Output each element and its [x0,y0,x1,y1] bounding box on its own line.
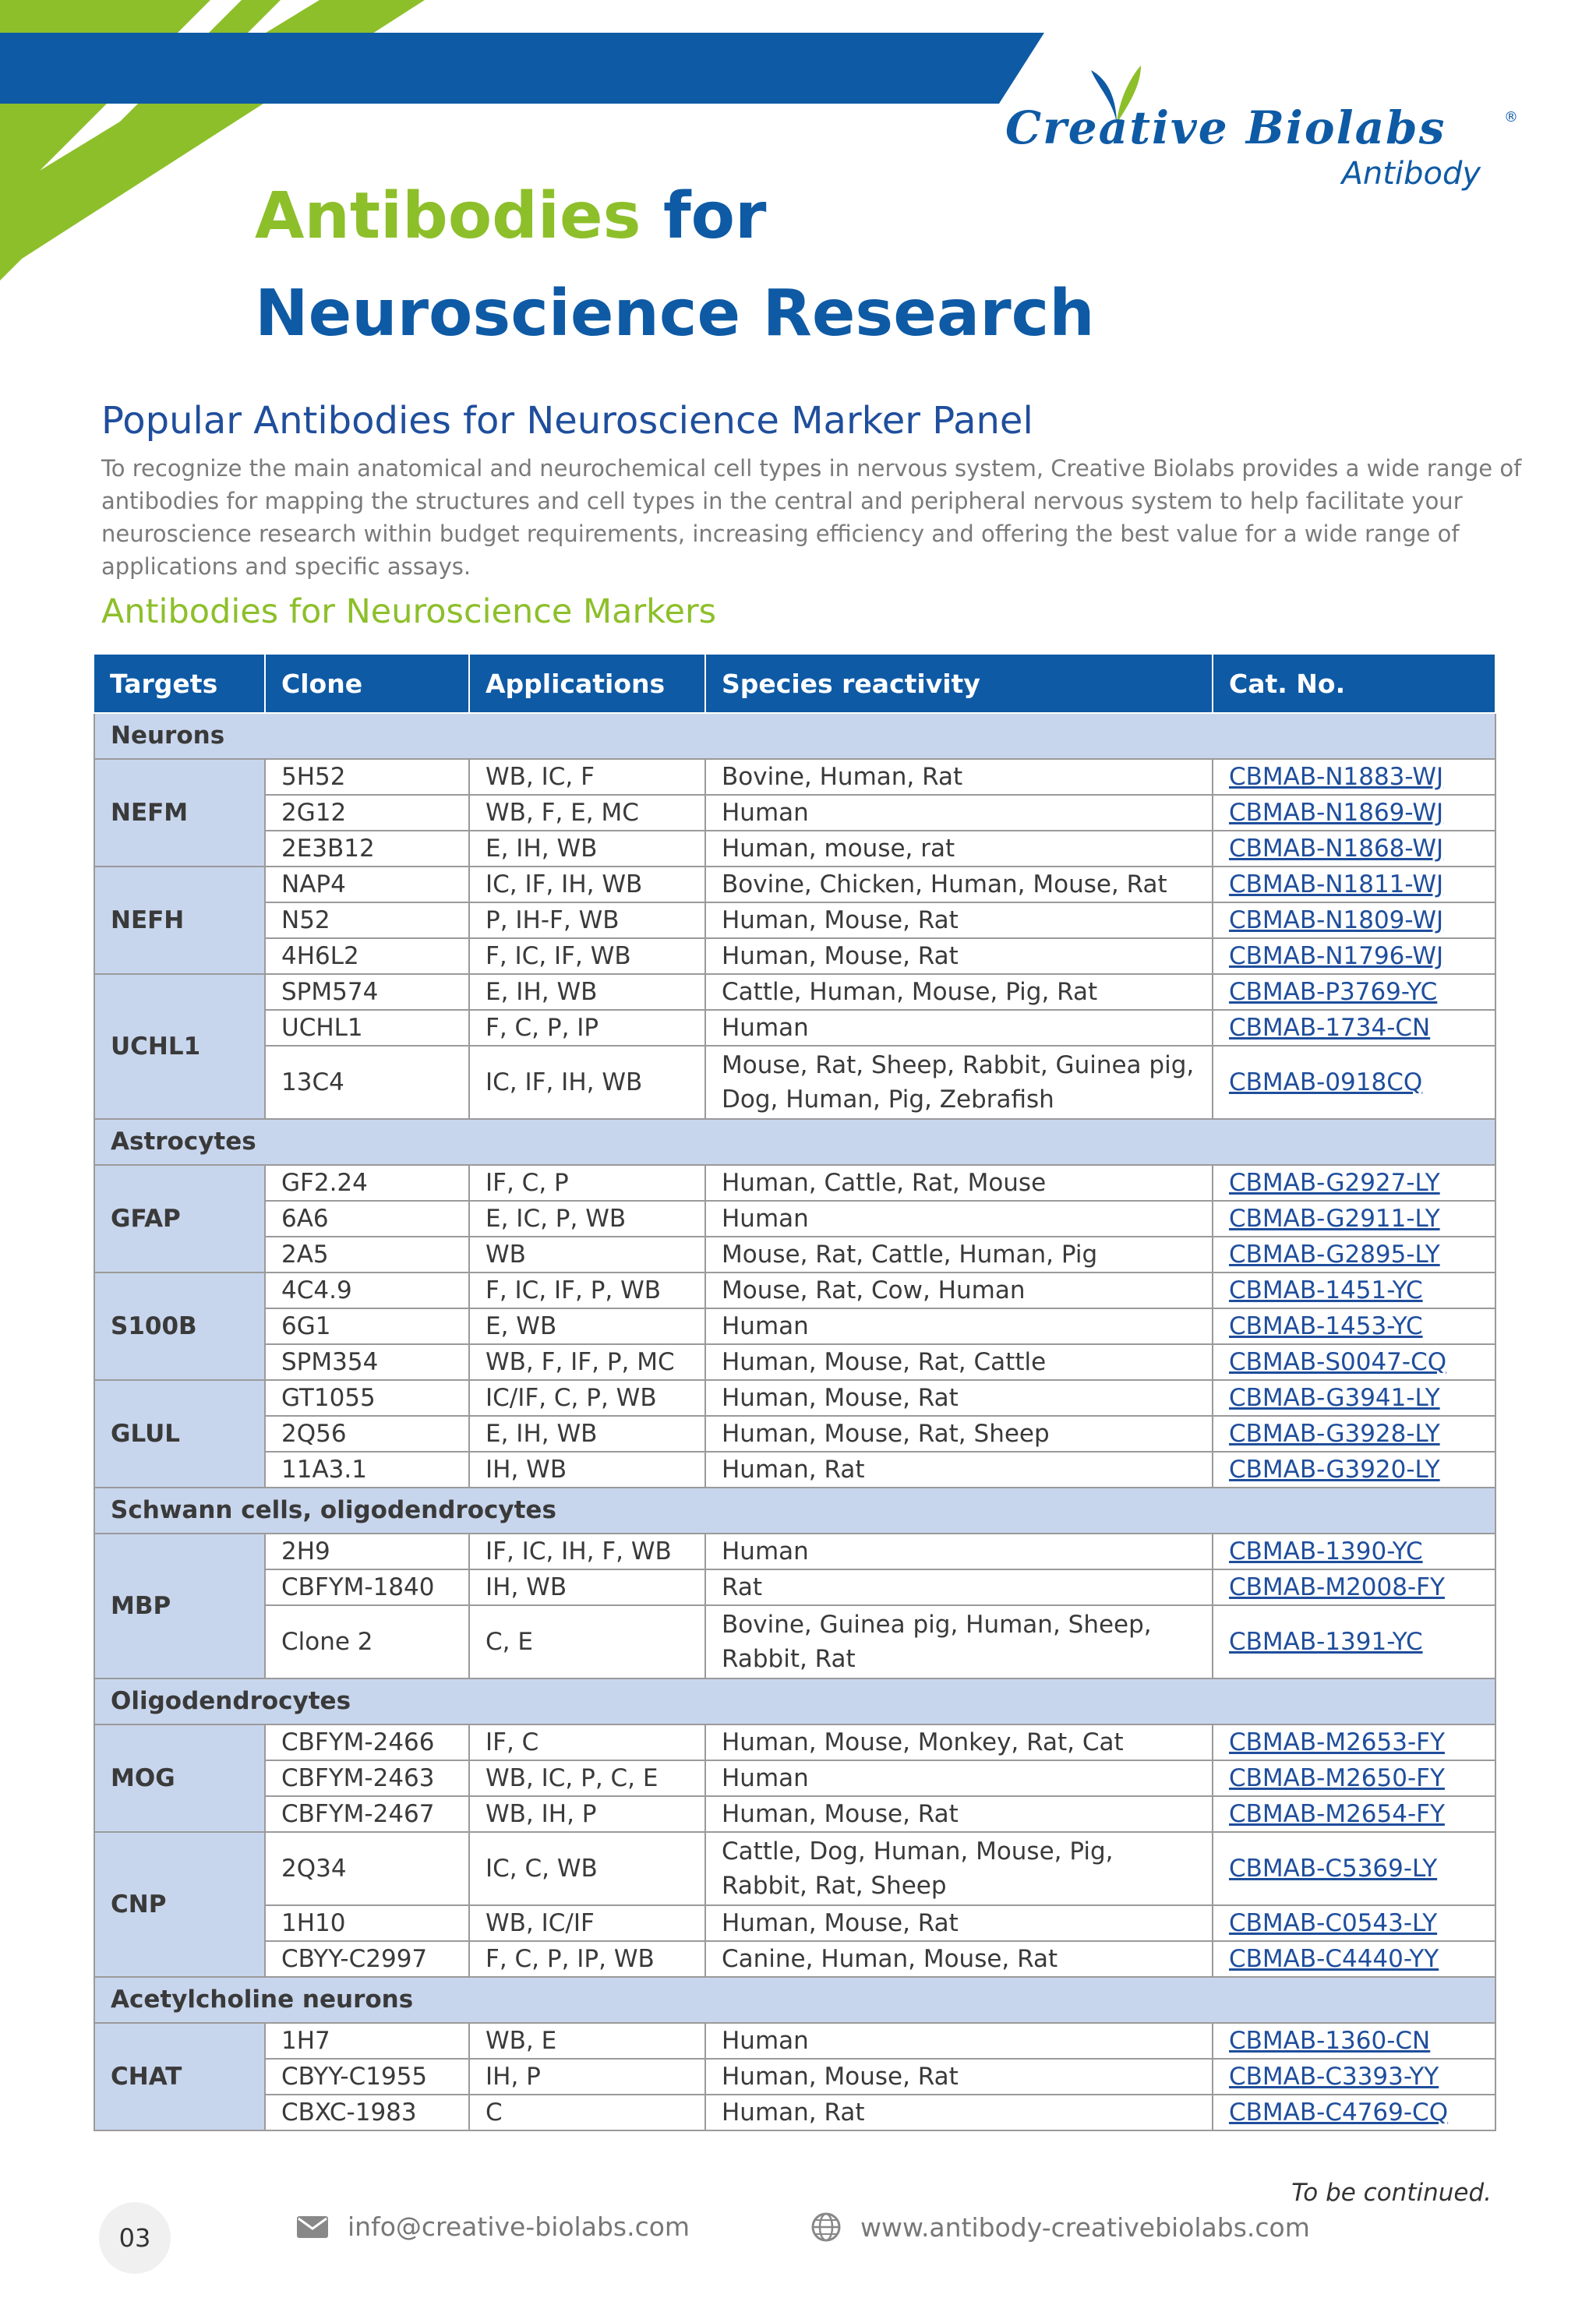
applications-cell: C, E [469,1605,705,1678]
table-row [94,831,1495,867]
species-cell: Human, Mouse, Rat, Cattle [705,1344,1213,1380]
catalog-cell [1213,1308,1495,1344]
clone-cell: CBFYM-2466 [265,1724,469,1760]
footer-website[interactable] [810,2211,1310,2243]
catalog-cell [1213,902,1495,938]
clone-cell: N52 [265,902,469,938]
brand-subtitle: Antibody [1341,156,1481,192]
catalog-link[interactable]: CBMAB-N1869-WJ [1229,799,1444,827]
applications-cell: WB, IH, P [469,1796,705,1832]
catalog-cell [1213,1344,1495,1380]
applications-cell: E, WB [469,1308,705,1344]
page-title [255,168,1095,362]
target-cell: S100B [94,1273,265,1380]
catalog-cell [1213,1905,1495,1941]
target-cell: NEFM [94,759,265,867]
brand-name: Creative Biolabs [1005,101,1446,154]
table-row [94,1165,1495,1201]
species-cell: Human, Mouse, Rat [705,902,1213,938]
species-cell: Mouse, Rat, Sheep, Rabbit, Guinea pig, Dog, Human, Pig, Zebrafish [705,1046,1213,1119]
applications-cell: IF, C, P [469,1165,705,1201]
catalog-link[interactable]: CBMAB-1390-YC [1229,1537,1423,1565]
species-cell: Mouse, Rat, Cattle, Human, Pig [705,1237,1213,1273]
species-cell: Cattle, Dog, Human, Mouse, Pig, Rabbit, Rat, Sheep [705,1832,1213,1905]
clone-cell: CBFYM-2467 [265,1796,469,1832]
catalog-cell [1213,2095,1495,2130]
catalog-cell [1213,1165,1495,1201]
column-header: Species reactivity [705,654,1213,713]
clone-cell: 5H52 [265,759,469,795]
catalog-link[interactable]: CBMAB-G3920-LY [1229,1456,1440,1484]
catalog-link[interactable]: CBMAB-G3928-LY [1229,1420,1440,1448]
clone-cell: UCHL1 [265,1010,469,1046]
clone-cell: Clone 2 [265,1605,469,1678]
table-row [94,1416,1495,1452]
catalog-cell [1213,938,1495,974]
applications-cell: E, IH, WB [469,974,705,1010]
applications-cell: WB [469,1237,705,1273]
group-row [94,1977,1495,2023]
continued-note: To be continued. [1291,2179,1492,2207]
species-cell: Human, mouse, rat [705,831,1213,867]
email-text: info@creative-biolabs.com [348,2211,690,2242]
clone-cell: CBYY-C2997 [265,1941,469,1977]
catalog-link[interactable]: CBMAB-C4440-YY [1229,1945,1439,1973]
clone-cell: SPM574 [265,974,469,1010]
table-row [94,1046,1495,1119]
species-cell: Canine, Human, Mouse, Rat [705,1941,1213,1977]
catalog-link[interactable]: CBMAB-N1809-WJ [1229,906,1444,934]
table-subtitle: Antibodies for Neuroscience Markers [101,592,717,631]
table-header-row [94,654,1495,713]
catalog-link[interactable]: CBMAB-N1883-WJ [1229,763,1444,791]
catalog-link[interactable]: CBMAB-N1868-WJ [1229,835,1444,863]
table-row [94,795,1495,831]
clone-cell: 4C4.9 [265,1273,469,1308]
applications-cell: F, IC, IF, WB [469,938,705,974]
group-row [94,1119,1495,1165]
table-row [94,1010,1495,1046]
table-row [94,1569,1495,1605]
applications-cell: C [469,2095,705,2130]
clone-cell: 2A5 [265,1237,469,1273]
species-cell: Human [705,1760,1213,1796]
catalog-cell [1213,1724,1495,1760]
applications-cell: IH, WB [469,1569,705,1605]
catalog-cell [1213,1273,1495,1308]
applications-cell: IC, IF, IH, WB [469,867,705,902]
clone-cell: SPM354 [265,1344,469,1380]
catalog-link[interactable]: CBMAB-C5369-LY [1229,1855,1438,1883]
table-row [94,1344,1495,1380]
species-cell: Human, Mouse, Rat [705,1380,1213,1416]
catalog-cell [1213,1046,1495,1119]
table-row [94,902,1495,938]
catalog-link[interactable]: CBMAB-1451-YC [1229,1276,1423,1304]
target-cell: CNP [94,1832,265,1977]
catalog-cell [1213,795,1495,831]
species-cell: Human, Mouse, Rat [705,938,1213,974]
target-cell: GFAP [94,1165,265,1273]
clone-cell: 11A3.1 [265,1452,469,1488]
catalog-cell [1213,1534,1495,1569]
table-row [94,2023,1495,2059]
species-cell: Human, Cattle, Rat, Mouse [705,1165,1213,1201]
clone-cell: 2Q34 [265,1832,469,1905]
group-label: Oligodendrocytes [94,1678,1495,1724]
column-header: Clone [265,654,469,713]
catalog-cell [1213,1416,1495,1452]
table-row [94,1905,1495,1941]
markers-table [94,653,1496,2131]
title-word-for: for [662,179,767,253]
catalog-link[interactable]: CBMAB-C0543-LY [1229,1909,1438,1937]
table-row [94,1724,1495,1760]
applications-cell: E, IC, P, WB [469,1201,705,1237]
table-row [94,1308,1495,1344]
catalog-link[interactable]: CBMAB-M2008-FY [1229,1573,1445,1601]
catalog-link[interactable]: CBMAB-0918CQ [1229,1068,1423,1096]
catalog-link[interactable]: CBMAB-1391-YC [1229,1628,1423,1656]
applications-cell: WB, F, IF, P, MC [469,1344,705,1380]
table-row [94,1273,1495,1308]
catalog-cell [1213,1452,1495,1488]
applications-cell: WB, IC/IF [469,1905,705,1941]
applications-cell: F, C, P, IP, WB [469,1941,705,1977]
clone-cell: NAP4 [265,867,469,902]
applications-cell: WB, IC, F [469,759,705,795]
group-row [94,713,1495,759]
page-number: 03 [99,2202,171,2274]
table-row [94,974,1495,1010]
table-row [94,1237,1495,1273]
species-cell: Human [705,795,1213,831]
catalog-link[interactable]: CBMAB-G2911-LY [1229,1205,1440,1233]
species-cell: Human, Mouse, Monkey, Rat, Cat [705,1724,1213,1760]
applications-cell: IC, IF, IH, WB [469,1046,705,1119]
section-title: Popular Antibodies for Neuroscience Marker Panel [101,399,1033,443]
intro-paragraph: To recognize the main anatomical and neurochemical cell types in nervous system, Creative Biolabs provides a wide range of antibodies for mapping the structures and cell types in the central and peripheral nervous system to help facilitate your neuroscience research within budget requirements, increasing efficiency and offering the best value for a wide range of applications and specific assays. [101,455,1522,580]
species-cell: Human [705,1534,1213,1569]
catalog-link[interactable]: CBMAB-M2653-FY [1229,1728,1445,1756]
group-label: Schwann cells, oligodendrocytes [94,1488,1495,1534]
clone-cell: 13C4 [265,1046,469,1119]
website-text: www.antibody-creativebiolabs.com [860,2211,1310,2243]
table-row [94,1796,1495,1832]
clone-cell: 2H9 [265,1534,469,1569]
table-row [94,1380,1495,1416]
catalog-cell [1213,867,1495,902]
species-cell: Human, Mouse, Rat [705,1796,1213,1832]
catalog-link[interactable]: CBMAB-M2654-FY [1229,1800,1445,1828]
applications-cell: E, IH, WB [469,1416,705,1452]
catalog-cell [1213,1010,1495,1046]
table-row [94,1605,1495,1678]
species-cell: Human [705,1201,1213,1237]
species-cell: Human, Rat [705,1452,1213,1488]
column-header: Targets [94,654,265,713]
catalog-link[interactable]: CBMAB-C4769-CQ [1229,2099,1449,2127]
species-cell: Human, Mouse, Rat [705,2059,1213,2095]
catalog-cell [1213,1569,1495,1605]
target-cell: MOG [94,1724,265,1832]
catalog-link[interactable]: CBMAB-M2650-FY [1229,1764,1445,1792]
species-cell: Human, Rat [705,2095,1213,2130]
table-row [94,867,1495,902]
table-row [94,938,1495,974]
species-cell: Human, Mouse, Rat [705,1905,1213,1941]
applications-cell: E, IH, WB [469,831,705,867]
registered-mark: ® [1504,109,1518,125]
applications-cell: WB, IC, P, C, E [469,1760,705,1796]
column-header: Applications [469,654,705,713]
title-line-2: Neuroscience Research [255,277,1095,351]
clone-cell: CBXC-1983 [265,2095,469,2130]
species-cell: Mouse, Rat, Cow, Human [705,1273,1213,1308]
table-row [94,1534,1495,1569]
applications-cell: IC/IF, C, P, WB [469,1380,705,1416]
clone-cell: 6G1 [265,1308,469,1344]
table-row [94,1452,1495,1488]
clone-cell: 1H7 [265,2023,469,2059]
catalog-cell [1213,1380,1495,1416]
applications-cell: WB, F, E, MC [469,795,705,831]
target-cell: UCHL1 [94,974,265,1119]
species-cell: Cattle, Human, Mouse, Pig, Rat [705,974,1213,1010]
catalog-link[interactable]: CBMAB-C3393-YY [1229,2063,1439,2091]
species-cell: Human [705,2023,1213,2059]
catalog-link[interactable]: CBMAB-G3941-LY [1229,1384,1440,1412]
clone-cell: 6A6 [265,1201,469,1237]
table-row [94,1201,1495,1237]
table-row [94,759,1495,795]
catalog-cell [1213,1760,1495,1796]
group-label: Astrocytes [94,1119,1495,1165]
catalog-cell [1213,1796,1495,1832]
clone-cell: CBFYM-1840 [265,1569,469,1605]
species-cell: Human [705,1308,1213,1344]
applications-cell: F, IC, IF, P, WB [469,1273,705,1308]
catalog-link[interactable]: CBMAB-S0047-CQ [1229,1348,1447,1376]
applications-cell: IC, C, WB [469,1832,705,1905]
species-cell: Bovine, Guinea pig, Human, Sheep, Rabbit, Rat [705,1605,1213,1678]
catalog-link[interactable]: CBMAB-N1811-WJ [1229,870,1444,898]
table-row [94,1832,1495,1905]
clone-cell: 1H10 [265,1905,469,1941]
mail-icon [296,2215,329,2239]
catalog-cell [1213,759,1495,795]
target-cell: MBP [94,1534,265,1678]
applications-cell: IH, P [469,2059,705,2095]
catalog-cell [1213,1237,1495,1273]
table-row [94,1941,1495,1977]
target-cell: CHAT [94,2023,265,2130]
footer-email[interactable] [296,2211,690,2242]
applications-cell: P, IH-F, WB [469,902,705,938]
table-row [94,2095,1495,2130]
catalog-link[interactable]: CBMAB-1453-YC [1229,1312,1423,1340]
clone-cell: 2E3B12 [265,831,469,867]
applications-cell: F, C, P, IP [469,1010,705,1046]
clone-cell: 2Q56 [265,1416,469,1452]
catalog-cell [1213,2023,1495,2059]
target-cell: GLUL [94,1380,265,1488]
catalog-link[interactable]: CBMAB-N1796-WJ [1229,942,1444,970]
group-row [94,1678,1495,1724]
species-cell: Bovine, Human, Rat [705,759,1213,795]
table-row [94,2059,1495,2095]
catalog-link[interactable]: CBMAB-G2895-LY [1229,1241,1440,1269]
clone-cell: CBFYM-2463 [265,1760,469,1796]
clone-cell: 2G12 [265,795,469,831]
catalog-link[interactable]: CBMAB-1360-CN [1229,2027,1431,2055]
group-label: Acetylcholine neurons [94,1977,1495,2023]
catalog-cell [1213,831,1495,867]
globe-icon [810,2211,842,2243]
catalog-cell [1213,1201,1495,1237]
catalog-cell [1213,1832,1495,1905]
group-row [94,1488,1495,1534]
clone-cell: 4H6L2 [265,938,469,974]
applications-cell: IF, IC, IH, F, WB [469,1534,705,1569]
target-cell: NEFH [94,867,265,974]
title-word-antibodies: Antibodies [255,179,641,253]
column-header: Cat. No. [1213,654,1495,713]
table-row [94,1760,1495,1796]
species-cell: Bovine, Chicken, Human, Mouse, Rat [705,867,1213,902]
catalog-cell [1213,974,1495,1010]
catalog-link[interactable]: CBMAB-P3769-YC [1229,978,1438,1006]
species-cell: Rat [705,1569,1213,1605]
catalog-link[interactable]: CBMAB-1734-CN [1229,1014,1431,1042]
applications-cell: IH, WB [469,1452,705,1488]
catalog-link[interactable]: CBMAB-G2927-LY [1229,1169,1440,1197]
species-cell: Human, Mouse, Rat, Sheep [705,1416,1213,1452]
clone-cell: GT1055 [265,1380,469,1416]
applications-cell: WB, E [469,2023,705,2059]
catalog-cell [1213,2059,1495,2095]
species-cell: Human [705,1010,1213,1046]
clone-cell: GF2.24 [265,1165,469,1201]
applications-cell: IF, C [469,1724,705,1760]
catalog-cell [1213,1605,1495,1678]
clone-cell: CBYY-C1955 [265,2059,469,2095]
group-label: Neurons [94,713,1495,759]
catalog-cell [1213,1941,1495,1977]
